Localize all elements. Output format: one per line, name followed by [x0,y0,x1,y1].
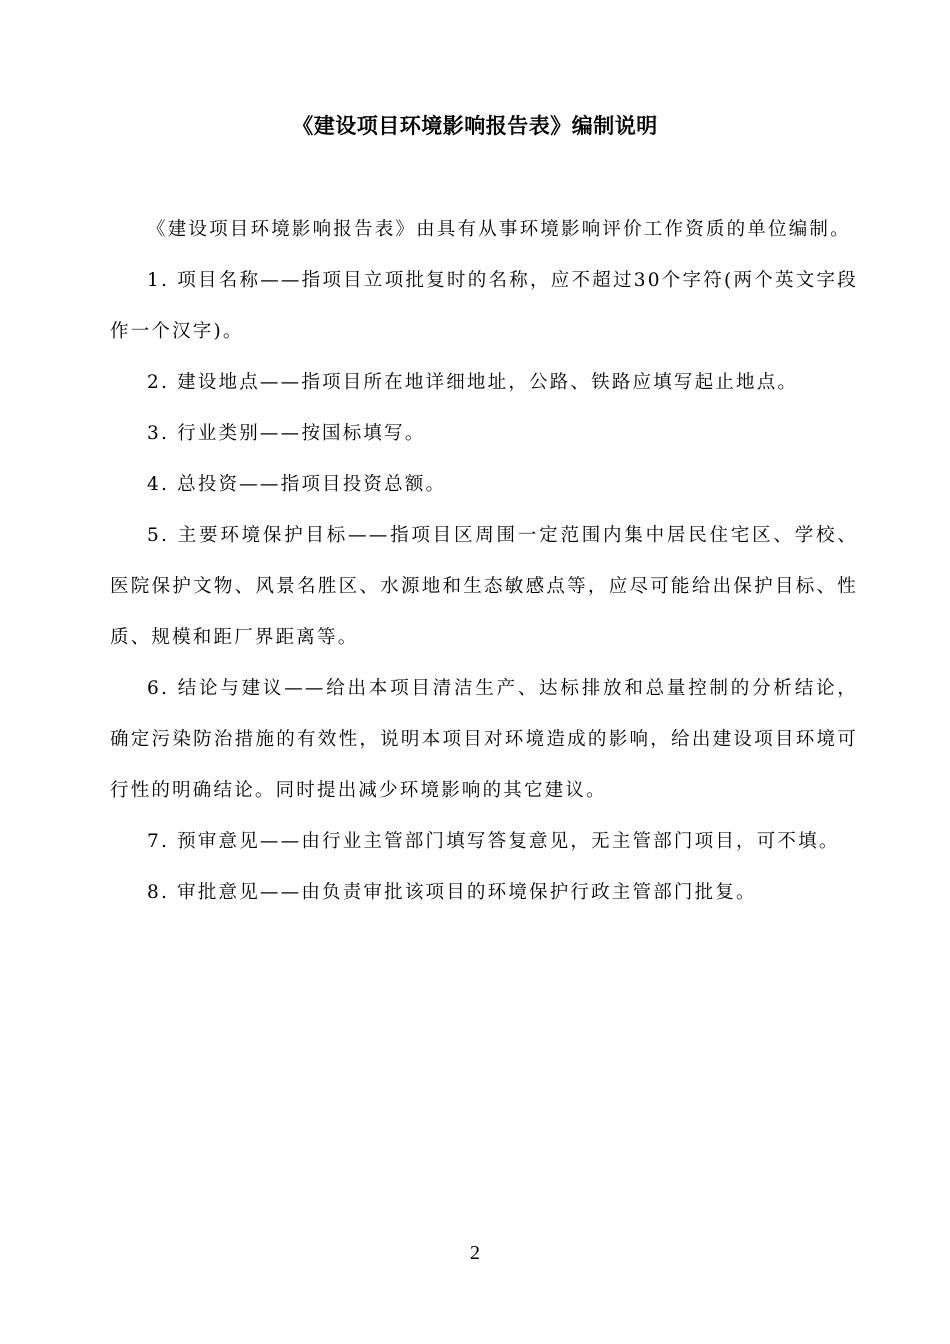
item-total-investment: 4. 总投资——指项目投资总额。 [147,474,447,495]
item-pre-review: 7. 预审意见——由行业主管部门填写答复意见，无主管部门项目，可不填。 [147,831,840,852]
page-number: 2 [470,1242,480,1264]
item-industry-category: 3. 行业类别——按国标填写。 [147,423,426,444]
document-title: 《建设项目环境影响报告表》编制说明 [292,114,658,138]
item-project-name: 1. 项目名称——指项目立项批复时的名称，应不超过30个字符(两个英文字段作一个汉字)。 [110,270,858,342]
item-approval: 8. 审批意见——由负责审批该项目的环境保护行政主管部门批复。 [147,882,757,903]
document-body [110,204,858,918]
item-protection-targets: 5. 主要环境保护目标——指项目区周围一定范围内集中居民住宅区、学校、医院保护文物、风景名胜区、水源地和生态敏感点等，应尽可能给出保护目标、性质、规模和距厂界距离等。 [110,525,858,648]
item-construction-site: 2. 建设地点——指项目所在地详细地址，公路、铁路应填写起止地点。 [147,372,799,393]
intro-paragraph: 《建设项目环境影响报告表》由具有从事环境影响评价工作资质的单位编制。 [147,219,851,240]
item-conclusions: 6. 结论与建议——给出本项目清洁生产、达标排放和总量控制的分析结论，确定污染防治措施的有效性，说明本项目对环境造成的影响，给出建设项目环境可行性的明确结论。同时提出减少环境影响的其它建议。 [110,678,858,801]
